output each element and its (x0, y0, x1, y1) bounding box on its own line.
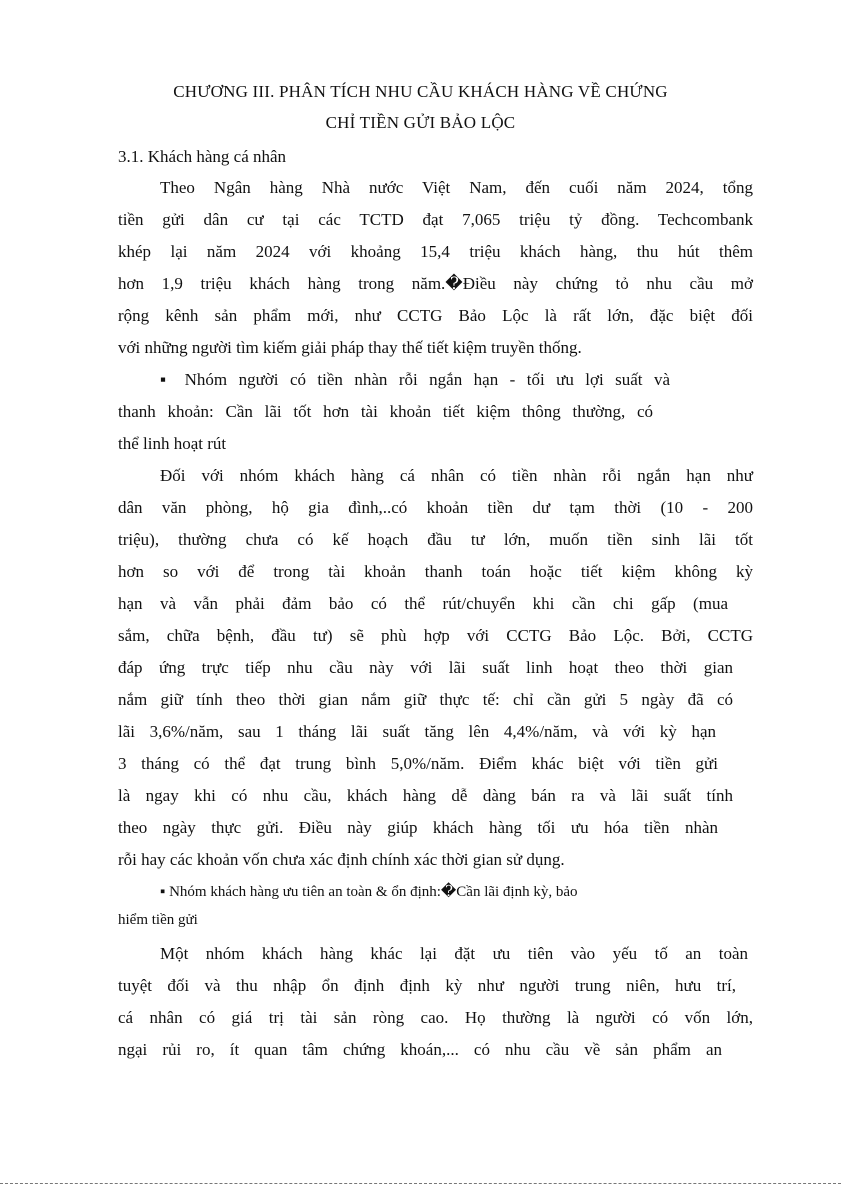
text-line: Theo Ngân hàng Nhà nước Việt Nam, đến cuối năm 2024, tổng (160, 178, 753, 197)
text-line: thể linh hoạt rút (118, 434, 227, 453)
text-line: đáp ứng trực tiếp nhu cầu này với lãi suất linh hoạt theo thời gian (118, 658, 733, 677)
text-line: 3 tháng có thể đạt trung bình 5,0%/năm. Điểm khác biệt với tiền gửi (118, 754, 718, 773)
page-bottom-rule (0, 1183, 841, 1184)
text-line: ngại rủi ro, ít quan tâm chứng khoán,... có nhu cầu về sản phẩm an (118, 1040, 722, 1059)
chapter-title-line-2: CHỈ TIỀN GỬI BẢO LỘC (325, 113, 516, 132)
text-line: hiểm tiền gửi (118, 912, 198, 928)
text-line: nắm giữ tính theo thời gian nắm giữ thực tế: chỉ cần gửi 5 ngày đã có (118, 690, 733, 709)
text-line: Một nhóm khách hàng khác lại đặt ưu tiên vào yếu tố an toàn (160, 944, 748, 963)
text-line: Đối với nhóm khách hàng cá nhân có tiền nhàn rỗi ngắn hạn như (160, 466, 753, 485)
text-line: tuyệt đối và thu nhập ổn định định kỳ như người trung niên, hưu trí, (118, 976, 736, 995)
section-heading: 3.1. Khách hàng cá nhân (118, 147, 287, 166)
text-line: triệu), thường chưa có kế hoạch đầu tư lớn, muốn tiền sinh lãi tốt (118, 530, 753, 549)
text-line: sắm, chữa bệnh, đầu tư) sẽ phù hợp với CCTG Bảo Lộc. Bởi, CCTG (118, 626, 753, 645)
text-line: rỗi hay các khoản vốn chưa xác định chính xác thời gian sử dụng. (118, 850, 565, 869)
text-line: khép lại năm 2024 với khoảng 15,4 triệu khách hàng, thu hút thêm (118, 242, 753, 261)
bullet-item: ▪ Nhóm người có tiền nhàn rỗi ngắn hạn - tối ưu lợi suất và (160, 370, 670, 389)
text-line: lãi 3,6%/năm, sau 1 tháng lãi suất tăng lên 4,4%/năm, và với kỳ hạn (118, 722, 716, 741)
bullet-item: ▪ Nhóm khách hàng ưu tiên an toàn & ổn định:�Cần lãi định kỳ, bảo (160, 884, 578, 900)
text-line: cá nhân có giá trị tài sản ròng cao. Họ thường là người có vốn lớn, (118, 1008, 753, 1027)
text-line: với những người tìm kiếm giải pháp thay thế tiết kiệm truyền thống. (118, 338, 582, 357)
text-line: hạn và vẫn phải đảm bảo có thể rút/chuyển khi cần chi gấp (mua (118, 594, 728, 613)
text-line: dân văn phòng, hộ gia đình,..có khoản tiền dư tạm thời (10 - 200 (118, 498, 753, 517)
text-line: theo ngày thực gửi. Điều này giúp khách hàng tối ưu hóa tiền nhàn (118, 818, 718, 837)
text-line: hơn 1,9 triệu khách hàng trong năm.�Điều này chứng tỏ nhu cầu mở (118, 274, 753, 293)
text-line: rộng kênh sản phẩm mới, như CCTG Bảo Lộc là rất lớn, đặc biệt đối (118, 306, 753, 325)
text-line: là ngay khi có nhu cầu, khách hàng dễ dàng bán ra và lãi suất tính (118, 786, 733, 805)
text-line: thanh khoản: Cần lãi tốt hơn tài khoản tiết kiệm thông thường, có (118, 402, 653, 421)
text-line: tiền gửi dân cư tại các TCTD đạt 7,065 triệu tỷ đồng. Techcombank (118, 210, 753, 229)
chapter-title-line-1: CHƯƠNG III. PHÂN TÍCH NHU CẦU KHÁCH HÀNG VỀ CHỨNG (173, 82, 668, 101)
text-line: hơn so với để trong tài khoản thanh toán hoặc tiết kiệm không kỳ (118, 562, 753, 581)
